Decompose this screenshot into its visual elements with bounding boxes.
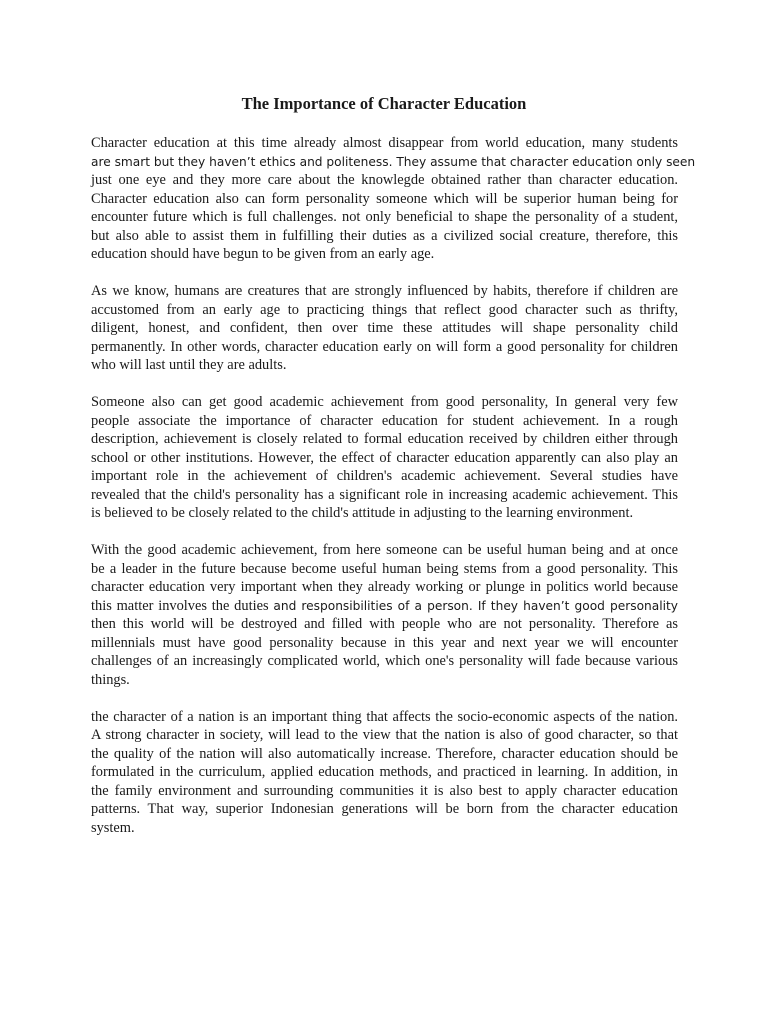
text-line <box>91 597 678 616</box>
text-run: school or other institutions. However, the effect of character education apparently can also play an <box>91 449 678 466</box>
text-line <box>91 671 678 690</box>
text-run: patterns. That way, superior Indonesian generations will be born from the character education <box>91 801 678 817</box>
paragraph <box>91 393 678 523</box>
text-line <box>91 301 678 320</box>
paragraph <box>91 134 696 264</box>
text-run: accustomed from an early age to practicing things that reflect good character such as thrifty, <box>91 301 678 318</box>
text-run: and responsibilities of a person. If they haven’t good personality <box>273 598 678 613</box>
text-line <box>91 726 678 745</box>
text-line <box>91 208 678 227</box>
text-run: people associate the importance of character education for student achievement. In a rough <box>91 412 678 429</box>
text-line <box>91 504 678 523</box>
text-run: are smart but they haven’t ethics and politeness. They assume that character education only seen <box>91 154 696 169</box>
text-run: who will last until they are adults. <box>91 357 287 373</box>
text-run: With the good academic achievement, from here someone can be useful human being and at once <box>91 542 678 558</box>
text-run: be a leader in the future because become useful human being stems from a good personality. This <box>91 560 678 577</box>
text-line <box>91 819 678 838</box>
text-run: important role in the achievement of children's academic achievement. Several studies have <box>91 468 678 484</box>
text-line <box>91 412 678 431</box>
text-run: challenges of an increasingly complicated world, which one's personality will fade because various <box>91 653 678 669</box>
text-run: education should have begun to be given from an early age. <box>91 246 435 262</box>
document-body <box>91 134 696 856</box>
text-run: the character of a nation is an important thing that affects the socio-economic aspects of the nation. <box>91 708 678 725</box>
document-title: The Importance of Character Education <box>241 94 527 113</box>
text-line <box>91 560 678 579</box>
text-run: Character education also can form personality someone which will be superior human being for <box>91 190 678 207</box>
text-line <box>91 227 678 246</box>
text-run: Someone also can get good academic achievement from good personality, In general very few <box>91 394 678 410</box>
text-run: the family environment and surrounding communities it is also best to apply character education <box>91 782 678 799</box>
text-run: formulated in the curriculum, applied education methods, and practiced in learning. In addition, in <box>91 764 678 780</box>
text-line <box>91 763 678 782</box>
text-line <box>91 467 678 486</box>
text-line <box>91 449 678 468</box>
text-run: the quality of the nation will also automatically increase. Therefore, character education should be <box>91 745 678 762</box>
text-line <box>91 541 678 560</box>
text-line <box>91 190 678 209</box>
text-line <box>91 245 678 264</box>
text-run: description, achievement is closely related to formal education received by children either through <box>91 431 678 447</box>
text-run: character education very important when they already working or plunge in politics world because <box>91 579 678 595</box>
text-run: diligent, honest, and confident, then over time these attitudes will shape personality child <box>91 320 678 336</box>
text-line <box>91 578 678 597</box>
text-run: permanently. In other words, character education early on will form a good personality for children <box>91 338 678 355</box>
text-line <box>91 153 696 172</box>
text-run: revealed that the child's personality has a significant role in increasing academic achievement. This <box>91 486 678 503</box>
text-run: encounter future which is full challenges. not only beneficial to shape the personality of a student, <box>91 209 678 225</box>
text-line <box>91 356 678 375</box>
text-line <box>91 800 678 819</box>
text-line <box>91 634 678 653</box>
text-line <box>91 319 678 338</box>
text-line <box>91 171 678 190</box>
text-run: just one eye and they more care about the knowlegde obtained rather than character education. <box>91 172 678 188</box>
text-line <box>91 134 678 153</box>
text-run: A strong character in society, will lead to the view that the nation is also of good character, so that <box>91 727 678 743</box>
text-line <box>91 393 678 412</box>
text-line <box>91 338 678 357</box>
text-line <box>91 615 678 634</box>
text-line <box>91 282 678 301</box>
text-line <box>91 708 678 727</box>
paragraph <box>91 541 678 689</box>
text-run: system. <box>91 819 135 836</box>
text-run: is believed to be closely related to the child's attitude in adjusting to the learning environment. <box>91 505 634 521</box>
text-line <box>91 486 678 505</box>
text-run: millennials must have good personality because in this year and next year we will encounter <box>91 634 678 651</box>
text-line <box>91 782 678 801</box>
text-run: but also able to assist them in fulfilling their duties as a civilized social creature, therefore, this <box>91 227 678 244</box>
text-line <box>91 745 678 764</box>
text-run: things. <box>91 671 130 688</box>
text-run: Character education at this time already almost disappear from world education, many students <box>91 135 678 151</box>
text-run: this matter involves the duties <box>91 597 274 614</box>
text-line <box>91 430 678 449</box>
paragraph <box>91 282 678 375</box>
text-line <box>91 652 678 671</box>
paragraph <box>91 708 678 838</box>
text-run: then this world will be destroyed and filled with people who are not personality. Therefore as <box>91 616 678 632</box>
text-run: As we know, humans are creatures that are strongly influenced by habits, therefore if children are <box>91 283 678 299</box>
